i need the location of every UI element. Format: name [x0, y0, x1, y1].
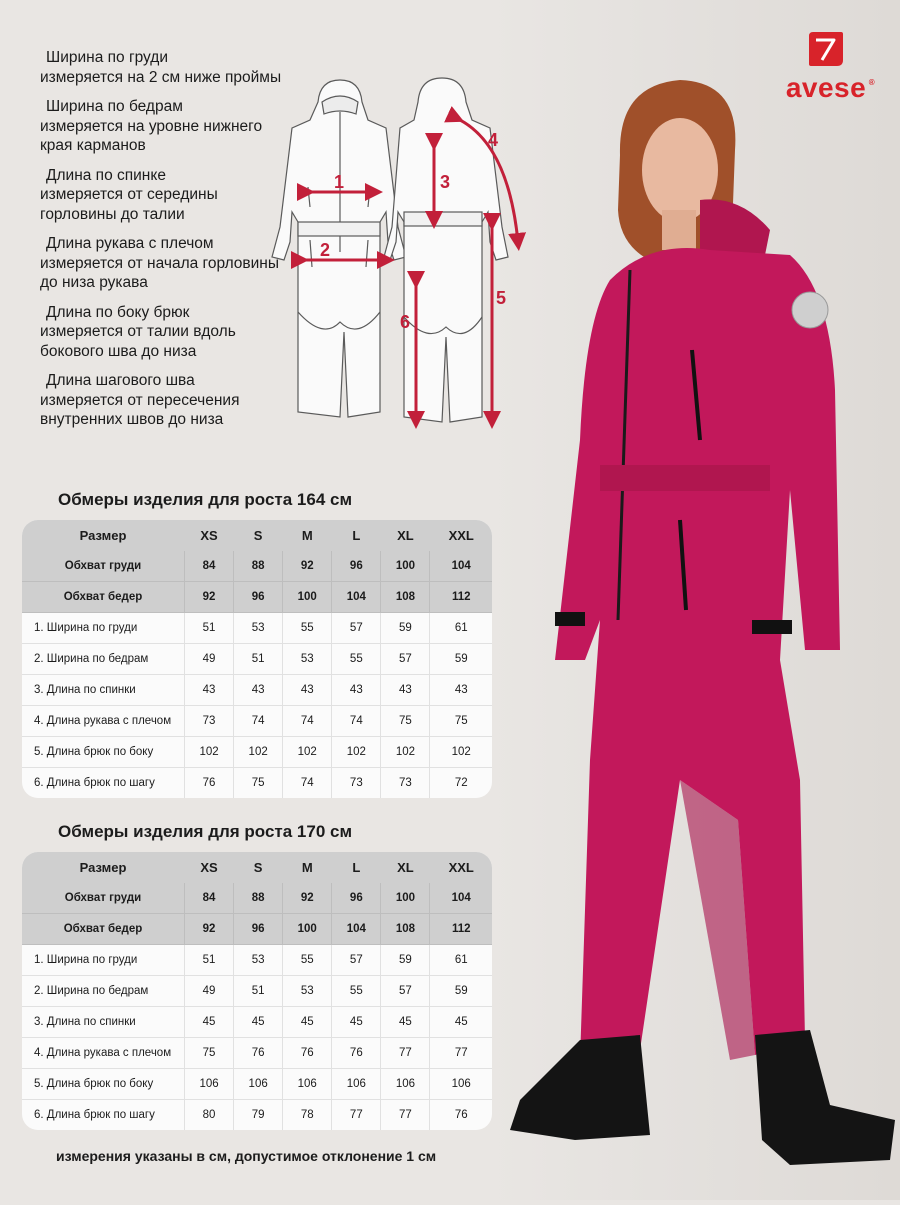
- table-cell: 57: [332, 945, 381, 976]
- table-cell: 96: [234, 914, 283, 945]
- table-cell: 102: [430, 737, 492, 768]
- table-cell: 100: [381, 883, 430, 914]
- table-cell: 73: [332, 768, 381, 798]
- row-label: 3. Длина по спинки: [22, 675, 185, 706]
- note-sleeve-length: [40, 234, 290, 293]
- table-cell: 75: [430, 706, 492, 737]
- header-cell: XL: [381, 852, 430, 883]
- table-row: [22, 1007, 492, 1038]
- table-cell: 74: [332, 706, 381, 737]
- header-cell: XL: [381, 520, 430, 551]
- table-cell: 74: [283, 768, 332, 798]
- table-cell: 45: [185, 1007, 234, 1038]
- note-text: измеряется от середины горловины до талии: [40, 186, 218, 223]
- row-label: 3. Длина по спинки: [22, 1007, 185, 1038]
- table-cell: 77: [332, 1100, 381, 1130]
- note-text: измеряется от талии вдоль бокового шва до низа: [40, 323, 236, 360]
- table-cell: 43: [381, 675, 430, 706]
- table-cell: 55: [332, 644, 381, 675]
- model-photo: [500, 60, 900, 1200]
- row-label: 2. Ширина по бедрам: [22, 976, 185, 1007]
- table-cell: 79: [234, 1100, 283, 1130]
- table-cell: 96: [234, 582, 283, 613]
- table-cell: 106: [185, 1069, 234, 1100]
- table-cell: 45: [430, 1007, 492, 1038]
- measurement-notes: [40, 48, 290, 440]
- table-cell: 104: [332, 582, 381, 613]
- marker-1: 1: [334, 172, 345, 192]
- table-cell: 49: [185, 644, 234, 675]
- note-title: Длина шагового шва: [46, 372, 195, 389]
- table-cell: 106: [381, 1069, 430, 1100]
- note-chest-width: [40, 48, 290, 87]
- table-cell: 43: [430, 675, 492, 706]
- table-cell: 92: [185, 582, 234, 613]
- table-row: [22, 1069, 492, 1100]
- note-back-length: [40, 166, 290, 225]
- table-cell: 104: [430, 883, 492, 914]
- header-cell: M: [283, 852, 332, 883]
- table-cell: 84: [185, 551, 234, 582]
- table-cell: 96: [332, 883, 381, 914]
- row-label: 5. Длина брюк по боку: [22, 737, 185, 768]
- table-cell: 77: [430, 1038, 492, 1069]
- marker-6: 6: [400, 312, 411, 332]
- table-cell: 80: [185, 1100, 234, 1130]
- row-label: Обхват груди: [22, 551, 185, 582]
- table-cell: 106: [283, 1069, 332, 1100]
- table-cell: 96: [332, 551, 381, 582]
- table-row: [22, 551, 492, 582]
- table-row: [22, 675, 492, 706]
- header-cell: XS: [185, 852, 234, 883]
- header-cell: Размер: [22, 852, 185, 883]
- note-title: Длина по боку брюк: [46, 303, 190, 321]
- table-cell: 108: [381, 914, 430, 945]
- table-header-row: [22, 852, 492, 883]
- table-cell: 55: [332, 976, 381, 1007]
- table-cell: 73: [185, 706, 234, 737]
- table-cell: 43: [234, 675, 283, 706]
- note-text: измеряется от начала горловины до низа рукава: [40, 254, 280, 291]
- table-cell: 102: [381, 737, 430, 768]
- table-cell: 100: [283, 582, 332, 613]
- row-label: 5. Длина брюк по боку: [22, 1069, 185, 1100]
- table-cell: 76: [283, 1038, 332, 1069]
- row-label: 6. Длина брюк по шагу: [22, 1100, 185, 1130]
- table-cell: 73: [381, 768, 430, 798]
- table-cell: 106: [332, 1069, 381, 1100]
- note-side-length: [40, 303, 290, 362]
- table-cell: 75: [185, 1038, 234, 1069]
- header-cell: L: [332, 852, 381, 883]
- row-label: Обхват бедер: [22, 582, 185, 613]
- table-cell: 43: [332, 675, 381, 706]
- table-cell: 76: [454, 1109, 468, 1121]
- table-cell: 59: [381, 613, 430, 644]
- note-title: Длина рукава с плечом: [46, 235, 214, 252]
- table-row: [22, 1100, 492, 1130]
- table-cell: 77: [381, 1100, 430, 1130]
- marker-5: 5: [496, 288, 507, 308]
- note-title: Длина по спинке: [46, 166, 166, 184]
- table-cell: 51: [185, 613, 234, 644]
- header-cell: XXL: [430, 520, 492, 551]
- table-title: Обмеры изделия для роста 164 см: [58, 490, 353, 509]
- table-cell: 45: [234, 1007, 283, 1038]
- table-cell: 53: [234, 945, 283, 976]
- marker-2: 2: [320, 240, 331, 260]
- table-cell: 72: [454, 777, 468, 789]
- table-header-row: [22, 520, 492, 551]
- brand-name-text: avese: [785, 72, 867, 103]
- note-text: измеряется на 2 см ниже проймы: [40, 68, 282, 86]
- table-cell: 75: [381, 706, 430, 737]
- header-cell: L: [332, 520, 381, 551]
- marker-4: 4: [488, 130, 499, 150]
- table-cell: 45: [332, 1007, 381, 1038]
- table-cell: 45: [381, 1007, 430, 1038]
- measurements-table-170: [22, 822, 492, 1130]
- table-cell: 108: [381, 582, 430, 613]
- note-title: Ширина по бедрам: [46, 98, 183, 115]
- measurements-table-164: [22, 490, 492, 798]
- table-cell: 43: [283, 675, 332, 706]
- table-cell: 106: [234, 1069, 283, 1100]
- row-label: 2. Ширина по бедрам: [22, 644, 185, 675]
- table-cell: 57: [381, 644, 430, 675]
- table-cell: 84: [185, 883, 234, 914]
- table-cell: 112: [430, 914, 492, 945]
- note-text: измеряется на уровне нижнего края карманов: [40, 117, 263, 154]
- table-row: [22, 914, 492, 945]
- table-cell: 76: [332, 1038, 381, 1069]
- table-cell: 100: [381, 551, 430, 582]
- table-cell: 53: [283, 976, 332, 1007]
- table-row: [22, 737, 492, 768]
- table-cell: 88: [234, 883, 283, 914]
- table-cell: 74: [234, 706, 283, 737]
- row-label: Обхват груди: [22, 883, 185, 914]
- header-cell: Размер: [22, 520, 185, 551]
- header-cell: S: [234, 520, 283, 551]
- row-label: 4. Длина рукава с плечом: [22, 706, 185, 737]
- table-cell: 106: [430, 1069, 492, 1100]
- note-text: измеряется от пересечения внутренних швов до низа: [40, 391, 240, 428]
- row-label: Обхват бедер: [22, 914, 185, 945]
- table-cell: 102: [234, 737, 283, 768]
- table-cell: 78: [283, 1100, 332, 1130]
- table-cell: 55: [283, 613, 332, 644]
- table-cell: 92: [283, 883, 332, 914]
- table-row: [22, 1038, 492, 1069]
- table-cell: 102: [332, 737, 381, 768]
- table-cell: 77: [381, 1038, 430, 1069]
- table-cell: 61: [430, 613, 492, 644]
- table-cell: 88: [234, 551, 283, 582]
- table-cell: 74: [283, 706, 332, 737]
- row-label: 4. Длина рукава с плечом: [22, 1038, 185, 1069]
- table-cell: 51: [234, 976, 283, 1007]
- table-cell: 76: [185, 768, 234, 798]
- note-hip-width: [40, 97, 290, 156]
- size-table: [22, 520, 492, 798]
- table-cell: 45: [283, 1007, 332, 1038]
- table-cell: 43: [185, 675, 234, 706]
- marker-3: 3: [440, 172, 451, 192]
- table-cell: 100: [283, 914, 332, 945]
- table-cell: 49: [185, 976, 234, 1007]
- table-cell: 53: [234, 613, 283, 644]
- table-cell: 112: [430, 582, 492, 613]
- table-row: [22, 945, 492, 976]
- table-cell: 55: [283, 945, 332, 976]
- table-cell: 59: [430, 644, 492, 675]
- table-cell: 102: [185, 737, 234, 768]
- table-row: [22, 582, 492, 613]
- table-cell: 57: [332, 613, 381, 644]
- header-cell: XXL: [430, 852, 492, 883]
- table-cell: 59: [430, 976, 492, 1007]
- table-cell: 51: [234, 644, 283, 675]
- table-cell: 104: [332, 914, 381, 945]
- table-cell: 92: [185, 914, 234, 945]
- header-cell: XS: [185, 520, 234, 551]
- table-cell: 61: [430, 945, 492, 976]
- header-cell: S: [234, 852, 283, 883]
- table-cell: 104: [430, 551, 492, 582]
- table-row: [22, 644, 492, 675]
- table-cell: 92: [283, 551, 332, 582]
- table-cell: 75: [234, 768, 283, 798]
- footer-note: измерения указаны в см, допустимое отклонение 1 см: [56, 1148, 437, 1164]
- registered-mark: ®: [868, 78, 876, 87]
- table-cell: 53: [283, 644, 332, 675]
- table-cell: 51: [185, 945, 234, 976]
- header-cell: M: [283, 520, 332, 551]
- table-cell: 57: [381, 976, 430, 1007]
- table-row: [22, 706, 492, 737]
- table-title: Обмеры изделия для роста 170 см: [58, 822, 353, 841]
- row-label: 6. Длина брюк по шагу: [22, 768, 185, 798]
- table-cell: 76: [234, 1038, 283, 1069]
- table-row: [22, 883, 492, 914]
- table-row: [22, 976, 492, 1007]
- row-label: 1. Ширина по груди: [22, 945, 185, 976]
- table-cell: 102: [283, 737, 332, 768]
- size-table: [22, 852, 492, 1130]
- table-row: [22, 613, 492, 644]
- note-inseam-length: [40, 371, 290, 430]
- table-row: [22, 768, 492, 798]
- row-label: 1. Ширина по груди: [22, 613, 185, 644]
- table-cell: 59: [381, 945, 430, 976]
- note-title: Ширина по груди: [46, 49, 168, 66]
